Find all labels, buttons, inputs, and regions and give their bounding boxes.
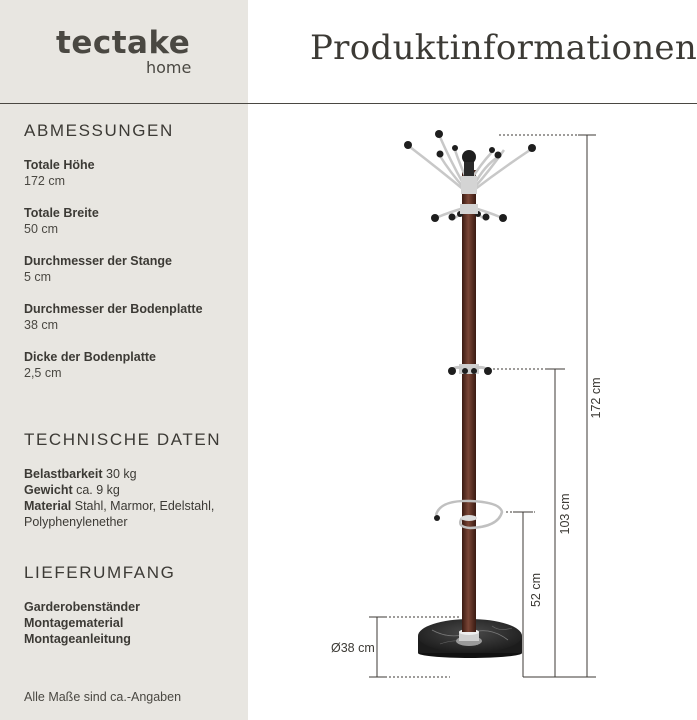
- spec-label: Durchmesser der Stange: [24, 254, 172, 268]
- pole: [462, 170, 476, 632]
- brand-name: tectake: [56, 25, 191, 61]
- top-finial: [462, 150, 476, 164]
- scope-item: Montagematerial: [24, 616, 124, 630]
- spec-value: 50 cm: [24, 222, 59, 236]
- scope-item: Garderobenständer: [24, 600, 141, 614]
- tech-load-label: Belastbarkeit: [24, 467, 103, 481]
- brand-sub: home: [146, 58, 192, 77]
- tech-material-value: Stahl, Marmor, Edelstahl, Polyphenylenether: [24, 499, 215, 529]
- tech-weight-label: Gewicht: [24, 483, 73, 497]
- spec-value: 172 cm: [24, 174, 65, 188]
- mid-height-label: 103 cm: [558, 493, 572, 535]
- scope-item: Montageanleitung: [24, 632, 131, 646]
- spec-label: Totale Breite: [24, 206, 99, 220]
- spec-value: 38 cm: [24, 318, 59, 332]
- footnote: Alle Maße sind ca.-Angaben: [24, 690, 182, 704]
- middle-hooks: [448, 364, 492, 375]
- scope-heading: LIEFERUMFANG: [24, 563, 176, 582]
- tech-load-value: 30 kg: [106, 467, 137, 481]
- spec-value: 2,5 cm: [24, 366, 62, 380]
- spec-label: Dicke der Bodenplatte: [24, 350, 156, 364]
- dimensions-heading: ABMESSUNGEN: [24, 121, 174, 140]
- finial-neck: [464, 162, 474, 176]
- spec-label: Durchmesser der Bodenplatte: [24, 302, 203, 316]
- total-height-label: 172 cm: [589, 377, 603, 419]
- spec-label: Totale Höhe: [24, 158, 95, 172]
- tech-weight-value: ca. 9 kg: [76, 483, 120, 497]
- technical-heading: TECHNISCHE DATEN: [24, 430, 222, 449]
- page-title: Produktinformationen: [310, 28, 697, 68]
- ring-height-label: 52 cm: [529, 572, 543, 608]
- upper-collar: [461, 176, 477, 194]
- base-diameter-label: Ø38 cm: [331, 641, 375, 655]
- tech-material-label: Material: [24, 499, 72, 513]
- spec-value: 5 cm: [24, 270, 52, 284]
- lower-hook-collar: [460, 204, 478, 214]
